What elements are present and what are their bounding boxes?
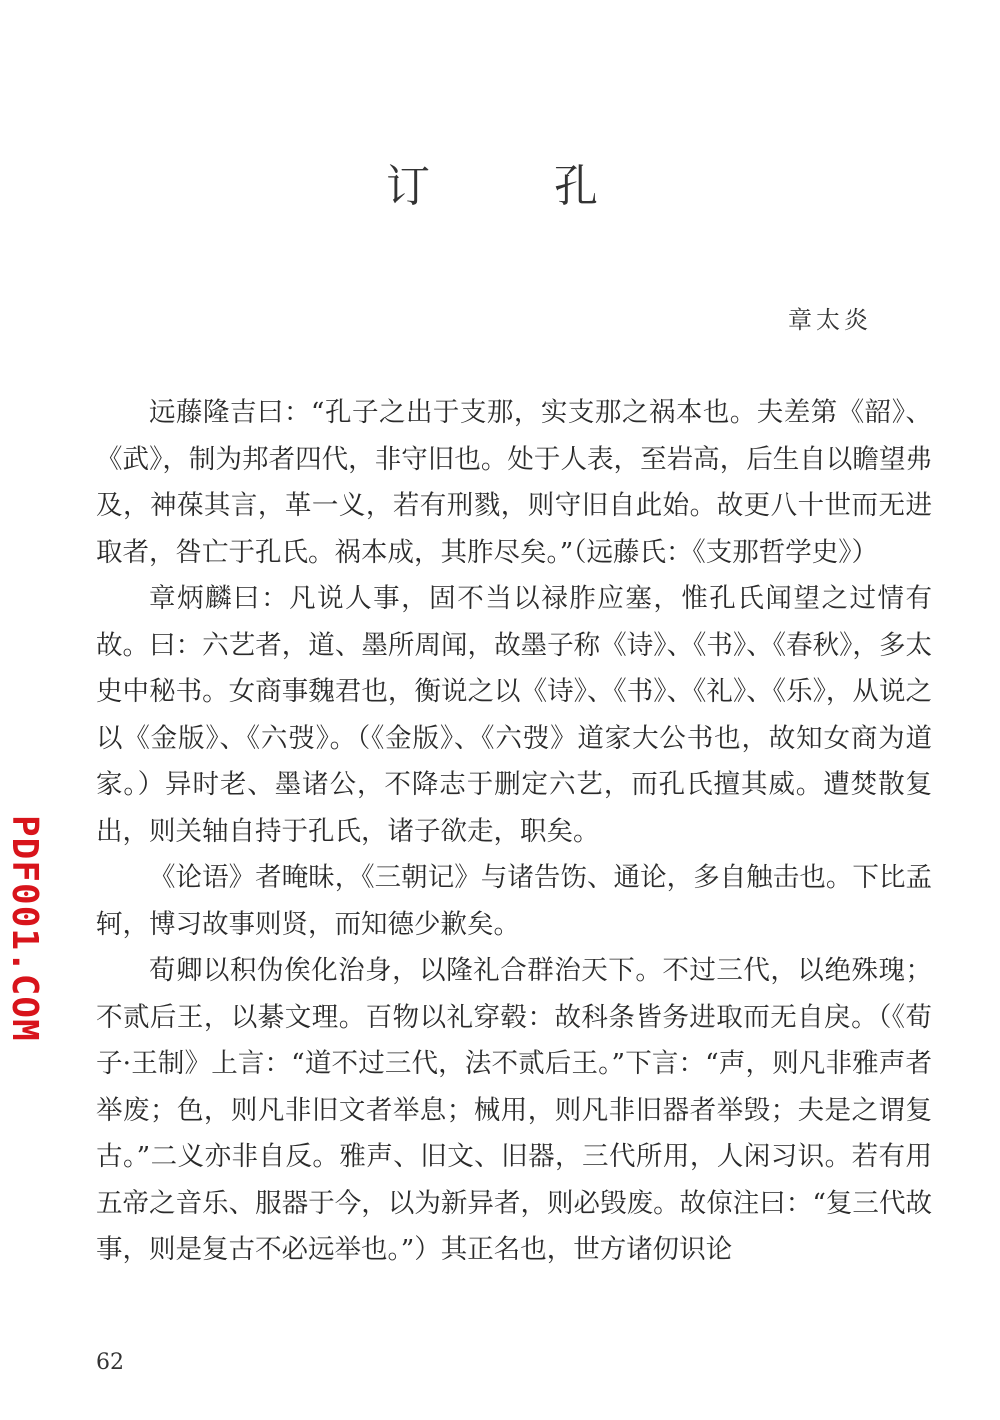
paragraph-2: 章炳麟曰：凡说人事，固不当以禄胙应塞，惟孔氏闻望之过情有故。曰：六艺者，道、墨所周闻，故墨子称《诗》、《书》、《春秋》，多太史中秘书。女商事魏君也，衡说之以《诗》、《书》、《礼》、《乐》，从说之以《金版》、《六弢》。（《金版》、《六弢》道家大公书也，故知女商为道家。）异时老、墨诸公，不降志于删定六艺，而孔氏擅其威。遭焚散复出，则关轴自持于孔氏，诸子欲走，职矣。 — [96, 583, 932, 847]
author-name: 章太炎 — [788, 306, 872, 334]
paragraph-4: 荀卿以积伪俟化治身，以隆礼合群治天下。不过三代，以绝殊瑰；不贰后王，以綦文理。百物以礼穿毂：故科条皆务进取而无自戾。（《荀子·王制》上言：“道不过三代，法不贰后王。”下言：“声，则凡非雅声者举废；色，则凡非旧文者举息；械用，则凡非旧器者举毁；夫是之谓复古。”二义亦非自反。雅声、旧文、旧器，三代所用，人闲习识。若有用五帝之音乐、服器于今，以为新异者，则必毁废。故倞注曰：“复三代故事，则是复古不必远举也。”）其正名也，世方诸仞识论 — [96, 955, 932, 1265]
paragraph-3: 《论语》者晻昧，《三朝记》与诸告饬、通论，多自触击也。下比孟轲，博习故事则贤，而知德少歉矣。 — [96, 862, 932, 940]
paragraph-1: 远藤隆吉曰：“孔子之出于支那，实支那之祸本也。夫差第《韶》、《武》，制为邦者四代，非守旧也。处于人表，至岩高，后生自以瞻望弗及，神葆其言，革一义，若有刑戮，则守旧自此始。故更八十世而无进取者，咎亡于孔氏。祸本成，其胙尽矣。”（远藤氏：《支那哲学史》） — [96, 397, 932, 568]
watermark: PDF001.COM — [4, 815, 45, 1042]
page-title: 订 孔 — [386, 161, 638, 212]
page-number: 62 — [96, 1350, 124, 1375]
article-body — [96, 390, 932, 1274]
